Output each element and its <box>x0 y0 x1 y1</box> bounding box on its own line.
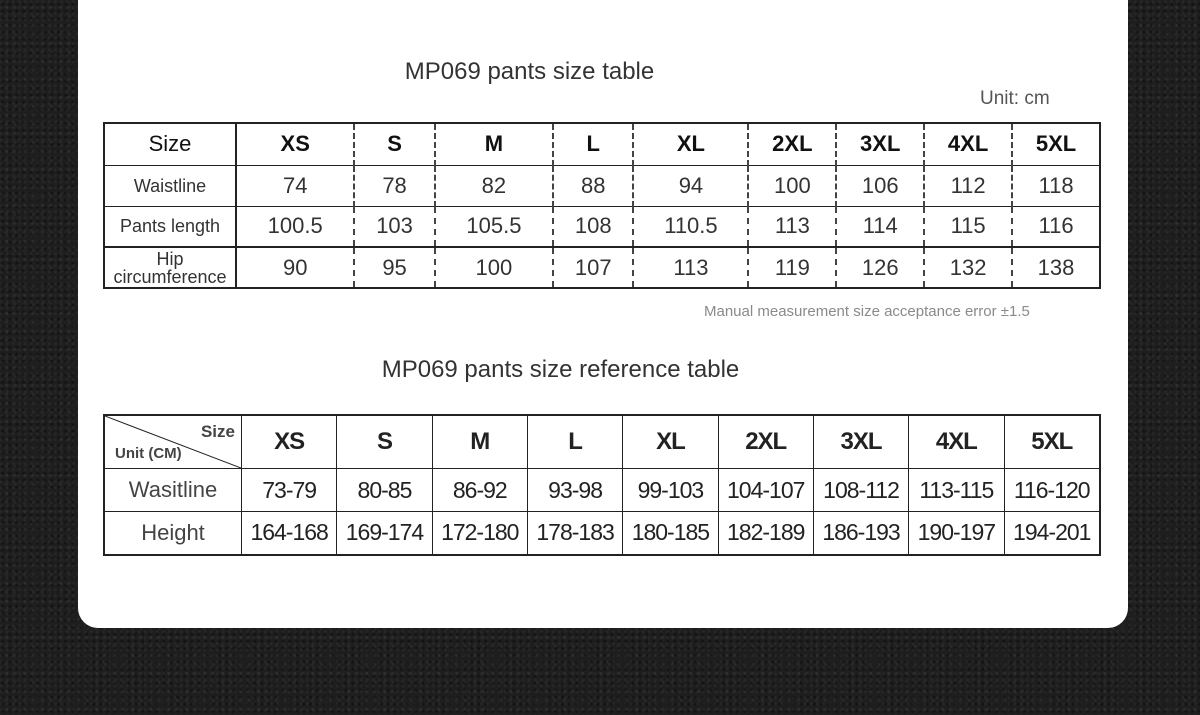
table-cell: 194-201 <box>1004 512 1100 555</box>
pants-size-reference-table <box>103 414 1101 556</box>
table-header-row <box>104 415 1100 469</box>
size-header: XL <box>623 415 718 469</box>
table-cell: 110.5 <box>633 206 748 247</box>
unit-label: Unit: cm <box>980 88 1050 109</box>
table-cell: 105.5 <box>435 206 553 247</box>
table-cell: 126 <box>836 247 924 288</box>
size-header: XS <box>236 123 354 165</box>
table-cell: 138 <box>1012 247 1100 288</box>
table-cell: 172-180 <box>432 512 527 555</box>
table-cell: 74 <box>236 165 354 206</box>
table-cell: 114 <box>836 206 924 247</box>
table-cell: 178-183 <box>527 512 622 555</box>
size-header: L <box>527 415 622 469</box>
pants-size-table <box>103 122 1101 289</box>
row-label: Waistline <box>104 165 236 206</box>
table-cell: 108 <box>553 206 633 247</box>
table-cell: 100.5 <box>236 206 354 247</box>
table-row <box>104 165 1100 206</box>
table-cell: 186-193 <box>813 512 908 555</box>
table-cell: 112 <box>924 165 1012 206</box>
size-header: M <box>435 123 553 165</box>
table-cell: 107 <box>553 247 633 288</box>
row-label: Height <box>104 512 242 555</box>
table-cell: 116 <box>1012 206 1100 247</box>
table-cell: 88 <box>553 165 633 206</box>
table-row <box>104 469 1100 512</box>
table-cell: 86-92 <box>432 469 527 512</box>
table-cell: 78 <box>354 165 434 206</box>
size-header: XL <box>633 123 748 165</box>
table-cell: 93-98 <box>527 469 622 512</box>
table-cell: 182-189 <box>718 512 813 555</box>
table-cell: 116-120 <box>1004 469 1100 512</box>
reference-table-title: MP069 pants size reference table <box>381 356 740 383</box>
header-label: Size <box>104 123 236 165</box>
row-label: Wasitline <box>104 469 242 512</box>
table-cell: 169-174 <box>337 512 432 555</box>
table-cell: 113 <box>633 247 748 288</box>
table-cell: 100 <box>748 165 836 206</box>
size-chart-card <box>78 0 1128 628</box>
size-header: L <box>553 123 633 165</box>
corner-unit-label: Unit (CM) <box>115 445 182 462</box>
diagonal-corner-cell <box>104 415 242 469</box>
table-cell: 95 <box>354 247 434 288</box>
size-header: S <box>354 123 434 165</box>
table-row <box>104 206 1100 247</box>
row-label: Hip circumference <box>104 247 236 288</box>
size-header: M <box>432 415 527 469</box>
table-cell: 190-197 <box>909 512 1004 555</box>
table-cell: 99-103 <box>623 469 718 512</box>
size-table-title: MP069 pants size table <box>404 58 655 85</box>
table-cell: 94 <box>633 165 748 206</box>
table-cell: 103 <box>354 206 434 247</box>
table-cell: 119 <box>748 247 836 288</box>
table-cell: 164-168 <box>242 512 337 555</box>
table-cell: 106 <box>836 165 924 206</box>
table-cell: 100 <box>435 247 553 288</box>
table-cell: 132 <box>924 247 1012 288</box>
corner-size-label: Size <box>200 422 235 441</box>
size-header: 4XL <box>924 123 1012 165</box>
size-header: 5XL <box>1012 123 1100 165</box>
table-header-row <box>104 123 1100 165</box>
table-row <box>104 247 1100 288</box>
table-cell: 118 <box>1012 165 1100 206</box>
table-row <box>104 512 1100 555</box>
table-cell: 115 <box>924 206 1012 247</box>
table-cell: 82 <box>435 165 553 206</box>
size-header: S <box>337 415 432 469</box>
size-header: XS <box>242 415 337 469</box>
table-cell: 108-112 <box>813 469 908 512</box>
table-cell: 104-107 <box>718 469 813 512</box>
table-cell: 180-185 <box>623 512 718 555</box>
size-header: 4XL <box>909 415 1004 469</box>
table-cell: 73-79 <box>242 469 337 512</box>
size-header: 5XL <box>1004 415 1100 469</box>
table-cell: 90 <box>236 247 354 288</box>
size-header: 3XL <box>813 415 908 469</box>
row-label: Pants length <box>104 206 236 247</box>
measurement-note: Manual measurement size acceptance error ±1.5 <box>704 303 1030 320</box>
size-header: 2XL <box>718 415 813 469</box>
table-cell: 80-85 <box>337 469 432 512</box>
size-header: 3XL <box>836 123 924 165</box>
table-cell: 113-115 <box>909 469 1004 512</box>
size-header: 2XL <box>748 123 836 165</box>
table-cell: 113 <box>748 206 836 247</box>
